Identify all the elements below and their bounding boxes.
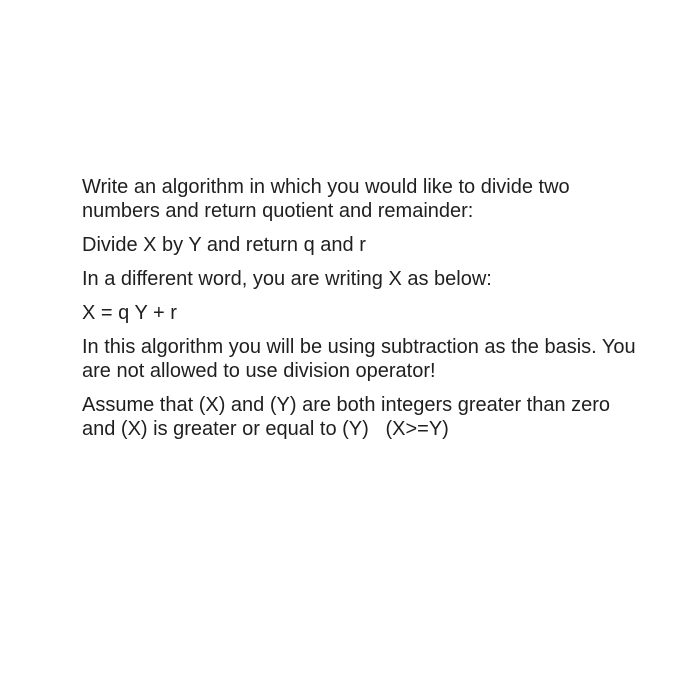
problem-assumption: Assume that (X) and (Y) are both integers greater than zero and (X) is greater or equal to (Y) (X>=Y): [82, 394, 616, 440]
problem-intro: Write an algorithm in which you would like to divide two numbers and return quotient and remainder:: [82, 176, 576, 222]
problem-restatement: In a different word, you are writing X as below:: [82, 268, 492, 290]
equation: X = q Y + r: [82, 302, 177, 324]
problem-constraint: In this algorithm you will be using subtraction as the basis. You are not allowed to use division operator!: [82, 336, 642, 382]
document-body: [82, 175, 642, 451]
problem-task: Divide X by Y and return q and r: [82, 234, 366, 256]
